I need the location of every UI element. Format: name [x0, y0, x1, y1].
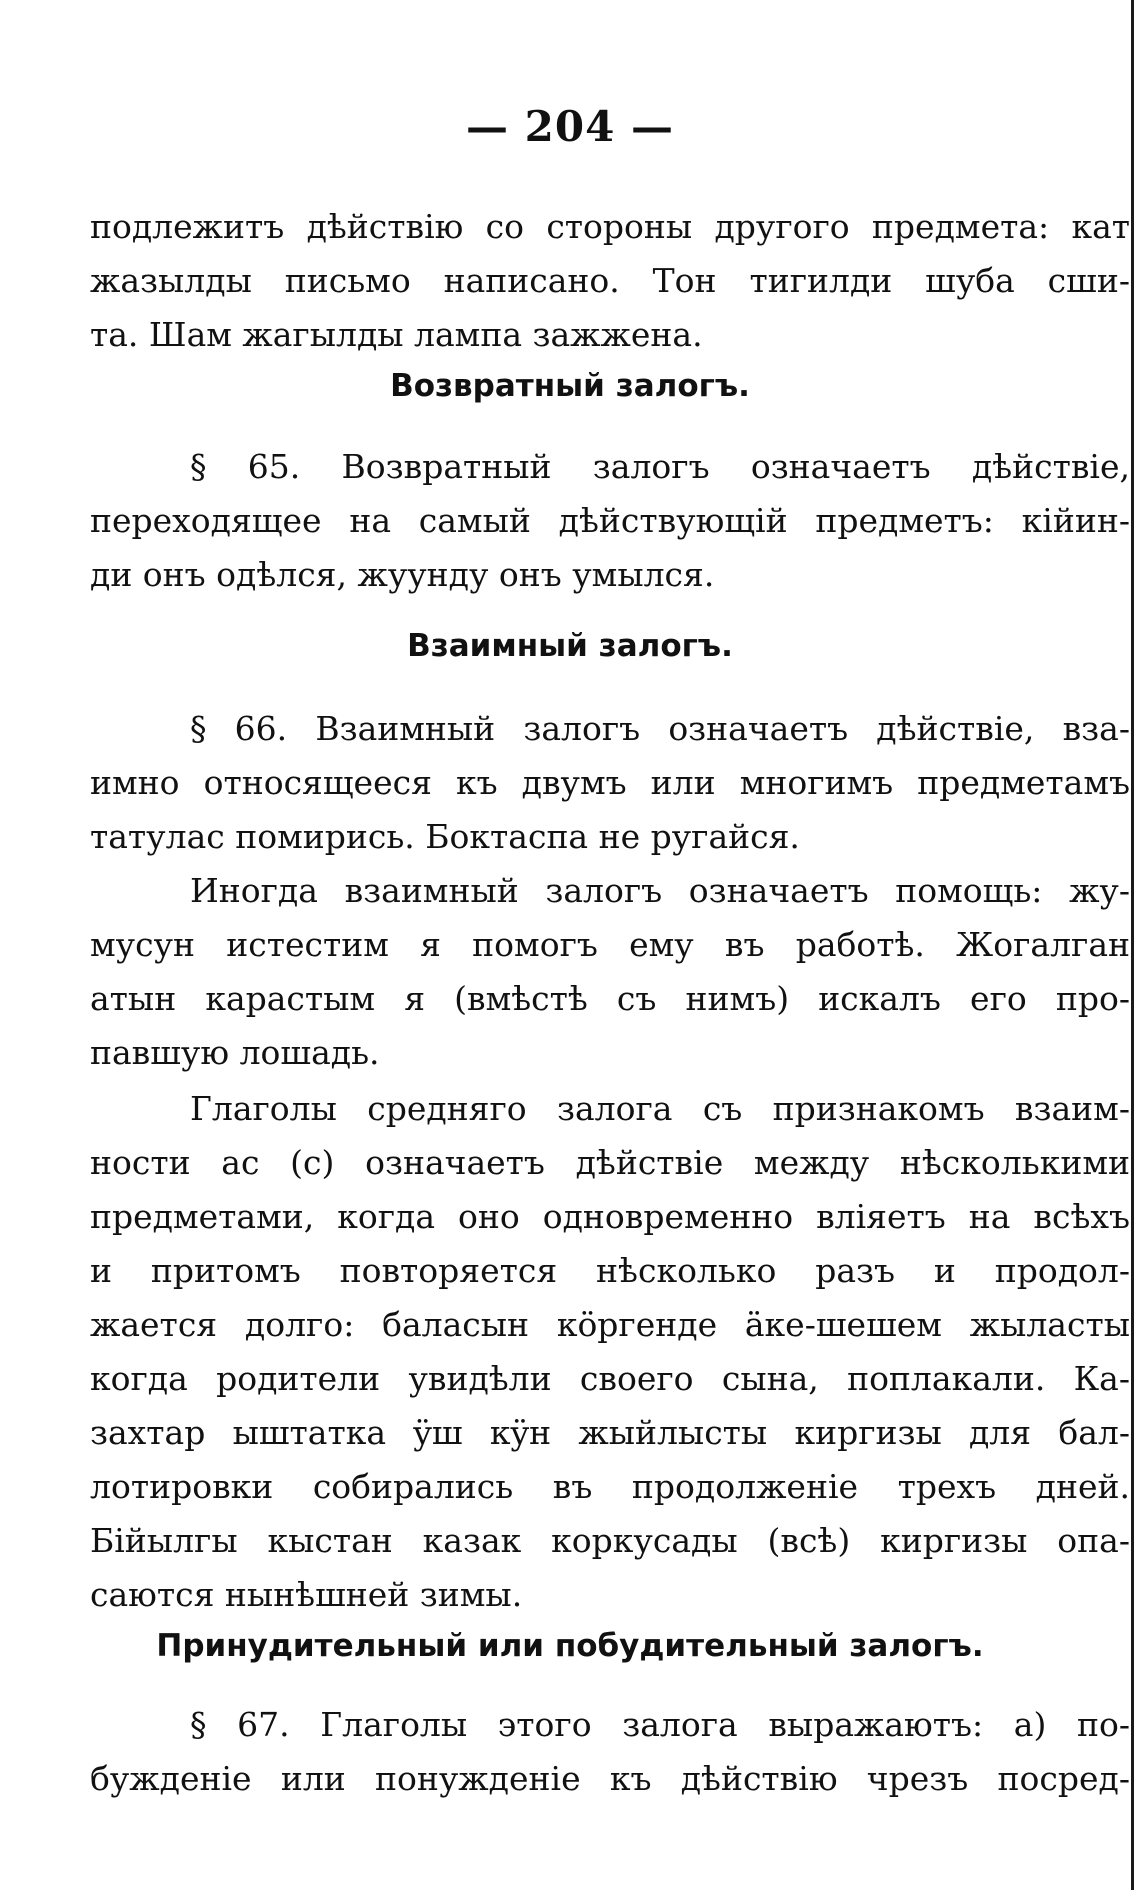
paragraph-passive-voice-end — [90, 200, 1130, 362]
text-line: и притомъ повторяется нѣсколько разъ и продол- — [90, 1251, 1130, 1290]
text-line: ности ас (с) означаетъ дѣйствіе между нѣсколькими — [90, 1143, 1130, 1182]
text-line: Иногда взаимный залогъ означаетъ помощь: жу- — [190, 871, 1130, 910]
paragraph-middle-voice — [90, 1082, 1130, 1622]
text-line: та. Шам жагылды лампа зажжена. — [90, 315, 703, 354]
text-line: когда родители увидѣли своего сына, поплакали. Ка- — [90, 1359, 1130, 1398]
text-line: подлежитъ дѣйствію со стороны другого предмета: кат — [90, 207, 1130, 246]
text-line: захтар ыштатка ÿш кÿн жыйлысты киргизы для бал- — [90, 1413, 1130, 1452]
section-heading-reflexive: Возвратный залогъ. — [390, 368, 750, 404]
text-line: § 65. Возвратный залогъ означаетъ дѣйствіе, — [190, 447, 1130, 486]
text-line: § 67. Глаголы этого залога выражаютъ: а) по- — [190, 1705, 1130, 1744]
text-line: павшую лошадь. — [90, 1033, 380, 1072]
text-line: атын карастым я (вмѣстѣ съ нимъ) искалъ его про- — [90, 979, 1130, 1018]
text-line: жазылды письмо написано. Тон тигилди шуба сши- — [90, 261, 1130, 300]
text-line: жается долго: баласын кöргенде äке-шешем жыласты — [90, 1305, 1130, 1344]
section-heading-causative: Принудительный или побудительный залогъ. — [156, 1628, 984, 1664]
paragraph-67 — [90, 1698, 1130, 1806]
text-line: § 66. Взаимный залогъ означаетъ дѣйствіе, вза- — [190, 709, 1130, 748]
paragraph-65 — [90, 440, 1130, 602]
text-line: Глаголы средняго залога съ признакомъ взаим- — [190, 1089, 1130, 1128]
text-line: ди онъ одѣлся, жуунду онъ умылся. — [90, 555, 715, 594]
text-line: татулас помирись. Боктаспа не ругайся. — [90, 817, 800, 856]
text-line: саются нынѣшней зимы. — [90, 1575, 523, 1614]
text-line: мусун истестим я помогъ ему въ работѣ. Жогалган — [90, 925, 1130, 964]
text-line: имно относящееся къ двумъ или многимъ предметамъ — [90, 763, 1130, 802]
text-line: лотировки собирались въ продолженіе трехъ дней. — [90, 1467, 1130, 1506]
text-line: Бійылгы кыстан казак коркусады (всѣ) киргизы опа- — [90, 1521, 1130, 1560]
page-edge-rule — [1131, 0, 1134, 1890]
section-heading-reciprocal: Взаимный залогъ. — [407, 628, 733, 664]
text-line: переходящее на самый дѣйствующій предметъ: кійин- — [90, 501, 1130, 540]
text-line: предметами, когда оно одновременно вліяетъ на всѣхъ — [90, 1197, 1130, 1236]
page-number: — 204 — — [466, 102, 674, 151]
paragraph-help-meaning — [90, 864, 1130, 1080]
text-line: бужденіе или понужденіе къ дѣйствію чрезъ посред- — [90, 1759, 1130, 1798]
paragraph-66 — [90, 702, 1130, 864]
